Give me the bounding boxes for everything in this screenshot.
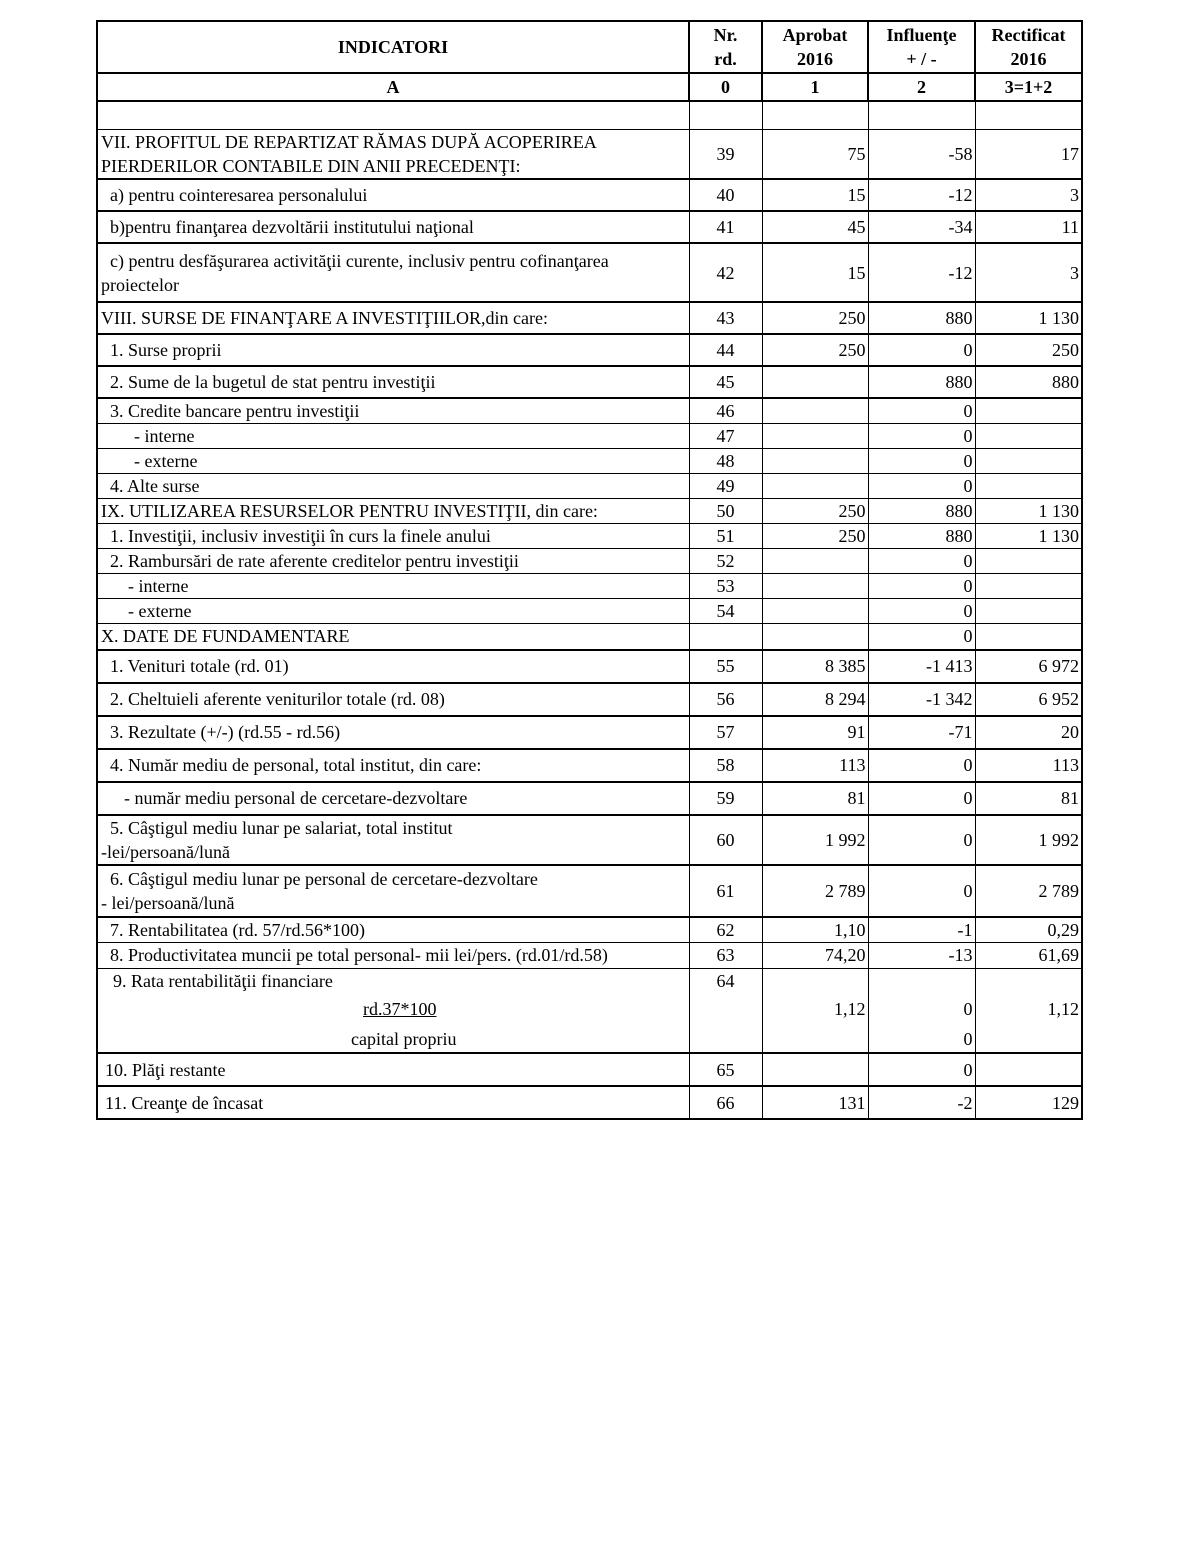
row-label: 5. Câştigul mediu lunar pe salariat, total institut -lei/persoană/lună <box>97 815 689 865</box>
value-aprobat: 113 <box>762 749 868 782</box>
value-influente: 0 <box>868 398 975 424</box>
row-number: 66 <box>689 1086 762 1119</box>
row-label: - interne <box>97 574 689 599</box>
row-label: 3. Credite bancare pentru investiţii <box>97 398 689 424</box>
value-rectificat: 2 789 <box>975 865 1082 917</box>
table-row <box>97 716 1082 749</box>
value-rectificat <box>975 574 1082 599</box>
value-influente: 880 <box>868 302 975 334</box>
value-aprobat: 8 385 <box>762 650 868 683</box>
table-row <box>97 366 1082 398</box>
row-label: 2. Cheltuieli aferente veniturilor totale (rd. 08) <box>97 683 689 716</box>
value-influente: 0 <box>868 474 975 499</box>
value-rectificat: 113 <box>975 749 1082 782</box>
row-number: 59 <box>689 782 762 815</box>
table-row <box>97 865 1082 917</box>
value-rectificat <box>975 449 1082 474</box>
value-influente: 0 <box>868 1053 975 1086</box>
table-row <box>97 398 1082 424</box>
value-rectificat: 3 <box>975 179 1082 211</box>
row-label: VIII. SURSE DE FINANŢARE A INVESTIŢIILOR,din care: <box>97 302 689 334</box>
value-rectificat <box>975 398 1082 424</box>
value-aprobat: 1,10 <box>762 917 868 943</box>
table-row <box>97 211 1082 243</box>
table-row <box>97 499 1082 524</box>
table-row <box>97 968 1082 1053</box>
value-aprobat <box>762 599 868 624</box>
value-aprobat: 75 <box>762 129 868 179</box>
value-influente: -1 342 <box>868 683 975 716</box>
table-row <box>97 474 1082 499</box>
value-aprobat: 15 <box>762 179 868 211</box>
value-aprobat: 91 <box>762 716 868 749</box>
row-label: 8. Productivitatea muncii pe total personal- mii lei/pers. (rd.01/rd.58) <box>97 942 689 968</box>
row-label: IX. UTILIZAREA RESURSELOR PENTRU INVESTIŢII, din care: <box>97 499 689 524</box>
row-number: 45 <box>689 366 762 398</box>
column-header-indicatori: INDICATORI <box>97 21 689 73</box>
table-row <box>97 334 1082 366</box>
row-label: 2. Sume de la bugetul de stat pentru investiţii <box>97 366 689 398</box>
row-number: 48 <box>689 449 762 474</box>
subheader-2: 2 <box>868 73 975 101</box>
row-label: - număr mediu personal de cercetare-dezvoltare <box>97 782 689 815</box>
value-rectificat <box>975 599 1082 624</box>
value-rectificat <box>975 474 1082 499</box>
row-number: 47 <box>689 424 762 449</box>
row-label: VII. PROFITUL DE REPARTIZAT RĂMAS DUPĂ ACOPERIREA PIERDERILOR CONTABILE DIN ANII PRECEDENŢI: <box>97 129 689 179</box>
value-rectificat: 81 <box>975 782 1082 815</box>
value-influente: 0 <box>868 549 975 574</box>
value-influente: 880 <box>868 366 975 398</box>
value-aprobat <box>762 424 868 449</box>
row-number: 44 <box>689 334 762 366</box>
value-rectificat: 1 992 <box>975 815 1082 865</box>
value-influente: -12 <box>868 243 975 302</box>
value-rectificat: 17 <box>975 129 1082 179</box>
value-influente: -71 <box>868 716 975 749</box>
value-influente: -1 <box>868 917 975 943</box>
row-number <box>689 624 762 650</box>
value-rectificat: 6 972 <box>975 650 1082 683</box>
value-influente: -12 <box>868 179 975 211</box>
value-rectificat: 1 130 <box>975 524 1082 549</box>
value-rectificat <box>975 424 1082 449</box>
table-row <box>97 1086 1082 1119</box>
value-influente: 0 <box>868 749 975 782</box>
value-rectificat: 250 <box>975 334 1082 366</box>
table-row <box>97 917 1082 943</box>
subheader-1: 1 <box>762 73 868 101</box>
value-aprobat <box>762 474 868 499</box>
column-header-nr-rd: Nr. rd. <box>689 21 762 73</box>
table-row <box>97 302 1082 334</box>
value-aprobat <box>762 449 868 474</box>
value-influente: 0 <box>868 865 975 917</box>
row-label: 3. Rezultate (+/-) (rd.55 - rd.56) <box>97 716 689 749</box>
row-label: 10. Plăţi restante <box>97 1053 689 1086</box>
value-aprobat: 15 <box>762 243 868 302</box>
value-aprobat: 2 789 <box>762 865 868 917</box>
subheader-row <box>97 73 1082 101</box>
table-row <box>97 574 1082 599</box>
row-number: 65 <box>689 1053 762 1086</box>
row-label: - externe <box>97 599 689 624</box>
value-rectificat: 1 130 <box>975 302 1082 334</box>
table-row <box>97 524 1082 549</box>
table-row <box>97 782 1082 815</box>
value-rectificat: 1 130 <box>975 499 1082 524</box>
row-number: 52 <box>689 549 762 574</box>
row-label: 9. Rata rentabilităţii financiare rd.37*100 capital propriu <box>97 968 689 1053</box>
row-number: 42 <box>689 243 762 302</box>
table-row <box>97 1053 1082 1086</box>
subheader-a: A <box>97 73 689 101</box>
value-influente: -13 <box>868 942 975 968</box>
value-aprobat <box>762 549 868 574</box>
row-label: X. DATE DE FUNDAMENTARE <box>97 624 689 650</box>
row-label: 1. Investiţii, inclusiv investiţii în curs la finele anului <box>97 524 689 549</box>
value-aprobat: 250 <box>762 334 868 366</box>
value-aprobat: 74,20 <box>762 942 868 968</box>
row-number: 57 <box>689 716 762 749</box>
row-number: 41 <box>689 211 762 243</box>
row-label: - externe <box>97 449 689 474</box>
row-number: 63 <box>689 942 762 968</box>
indicators-table <box>96 20 1083 1120</box>
row-label: 2. Rambursări de rate aferente creditelor pentru investiţii <box>97 549 689 574</box>
value-aprobat: 8 294 <box>762 683 868 716</box>
value-influente: 0 <box>868 449 975 474</box>
row-label: c) pentru desfăşurarea activităţii curente, inclusiv pentru cofinanţarea proiectelor <box>97 243 689 302</box>
row-number: 55 <box>689 650 762 683</box>
table-row <box>97 549 1082 574</box>
row-label: a) pentru cointeresarea personalului <box>97 179 689 211</box>
column-header-aprobat: Aprobat 2016 <box>762 21 868 73</box>
table-row <box>97 599 1082 624</box>
empty-row <box>97 101 1082 129</box>
value-influente: -34 <box>868 211 975 243</box>
table-row <box>97 683 1082 716</box>
row-label: - interne <box>97 424 689 449</box>
row-number: 58 <box>689 749 762 782</box>
table-row <box>97 749 1082 782</box>
budget-indicators-sheet <box>96 20 1081 1120</box>
value-influente: -58 <box>868 129 975 179</box>
value-aprobat: 250 <box>762 524 868 549</box>
row-number: 64 <box>689 968 762 1053</box>
row-label: 4. Alte surse <box>97 474 689 499</box>
value-aprobat <box>762 624 868 650</box>
value-aprobat: 131 <box>762 1086 868 1119</box>
value-rectificat: 1,12 <box>975 968 1082 1053</box>
row-number: 62 <box>689 917 762 943</box>
value-aprobat: 45 <box>762 211 868 243</box>
row-number: 43 <box>689 302 762 334</box>
value-aprobat <box>762 398 868 424</box>
row-number: 49 <box>689 474 762 499</box>
table-row <box>97 179 1082 211</box>
row-number: 40 <box>689 179 762 211</box>
row-label: 4. Număr mediu de personal, total institut, din care: <box>97 749 689 782</box>
value-aprobat <box>762 366 868 398</box>
row-label: 7. Rentabilitatea (rd. 57/rd.56*100) <box>97 917 689 943</box>
value-rectificat: 880 <box>975 366 1082 398</box>
value-rectificat: 20 <box>975 716 1082 749</box>
subheader-3: 3=1+2 <box>975 73 1082 101</box>
value-aprobat: 1,12 <box>762 968 868 1053</box>
row-number: 54 <box>689 599 762 624</box>
table-row <box>97 942 1082 968</box>
table-row <box>97 243 1082 302</box>
value-aprobat: 81 <box>762 782 868 815</box>
table-row <box>97 650 1082 683</box>
table-row <box>97 129 1082 179</box>
value-rectificat: 3 <box>975 243 1082 302</box>
table-row <box>97 815 1082 865</box>
row-number: 39 <box>689 129 762 179</box>
formula-denominator: capital propriu <box>351 1028 457 1049</box>
row-number: 53 <box>689 574 762 599</box>
value-influente: 0 <box>868 782 975 815</box>
value-influente: 0 0 <box>868 968 975 1053</box>
value-aprobat: 250 <box>762 499 868 524</box>
table-row <box>97 449 1082 474</box>
value-rectificat <box>975 549 1082 574</box>
row-label: 1. Venituri totale (rd. 01) <box>97 650 689 683</box>
value-influente: 0 <box>868 334 975 366</box>
value-influente: 880 <box>868 499 975 524</box>
row-label: 11. Creanţe de încasat <box>97 1086 689 1119</box>
value-rectificat: 0,29 <box>975 917 1082 943</box>
value-influente: -2 <box>868 1086 975 1119</box>
value-aprobat: 1 992 <box>762 815 868 865</box>
value-rectificat <box>975 1053 1082 1086</box>
table-row <box>97 424 1082 449</box>
subheader-0: 0 <box>689 73 762 101</box>
value-influente: -1 413 <box>868 650 975 683</box>
row-number: 50 <box>689 499 762 524</box>
table-row <box>97 624 1082 650</box>
row-label: 1. Surse proprii <box>97 334 689 366</box>
row-label: 6. Câştigul mediu lunar pe personal de cercetare-dezvoltare - lei/persoană/lună <box>97 865 689 917</box>
value-aprobat <box>762 1053 868 1086</box>
row-number: 51 <box>689 524 762 549</box>
value-influente: 0 <box>868 574 975 599</box>
value-influente: 0 <box>868 599 975 624</box>
row-number: 56 <box>689 683 762 716</box>
value-influente: 0 <box>868 624 975 650</box>
value-aprobat <box>762 574 868 599</box>
row-label: b)pentru finanţarea dezvoltării institutului naţional <box>97 211 689 243</box>
header-row <box>97 21 1082 73</box>
value-rectificat: 129 <box>975 1086 1082 1119</box>
formula-numerator: rd.37*100 <box>363 998 437 1019</box>
row-number: 61 <box>689 865 762 917</box>
value-aprobat: 250 <box>762 302 868 334</box>
value-rectificat: 11 <box>975 211 1082 243</box>
column-header-rectificat: Rectificat 2016 <box>975 21 1082 73</box>
value-rectificat <box>975 624 1082 650</box>
value-rectificat: 6 952 <box>975 683 1082 716</box>
value-influente: 880 <box>868 524 975 549</box>
row-number: 46 <box>689 398 762 424</box>
value-influente: 0 <box>868 815 975 865</box>
value-rectificat: 61,69 <box>975 942 1082 968</box>
row-number: 60 <box>689 815 762 865</box>
value-influente: 0 <box>868 424 975 449</box>
column-header-influente: Influenţe + / - <box>868 21 975 73</box>
